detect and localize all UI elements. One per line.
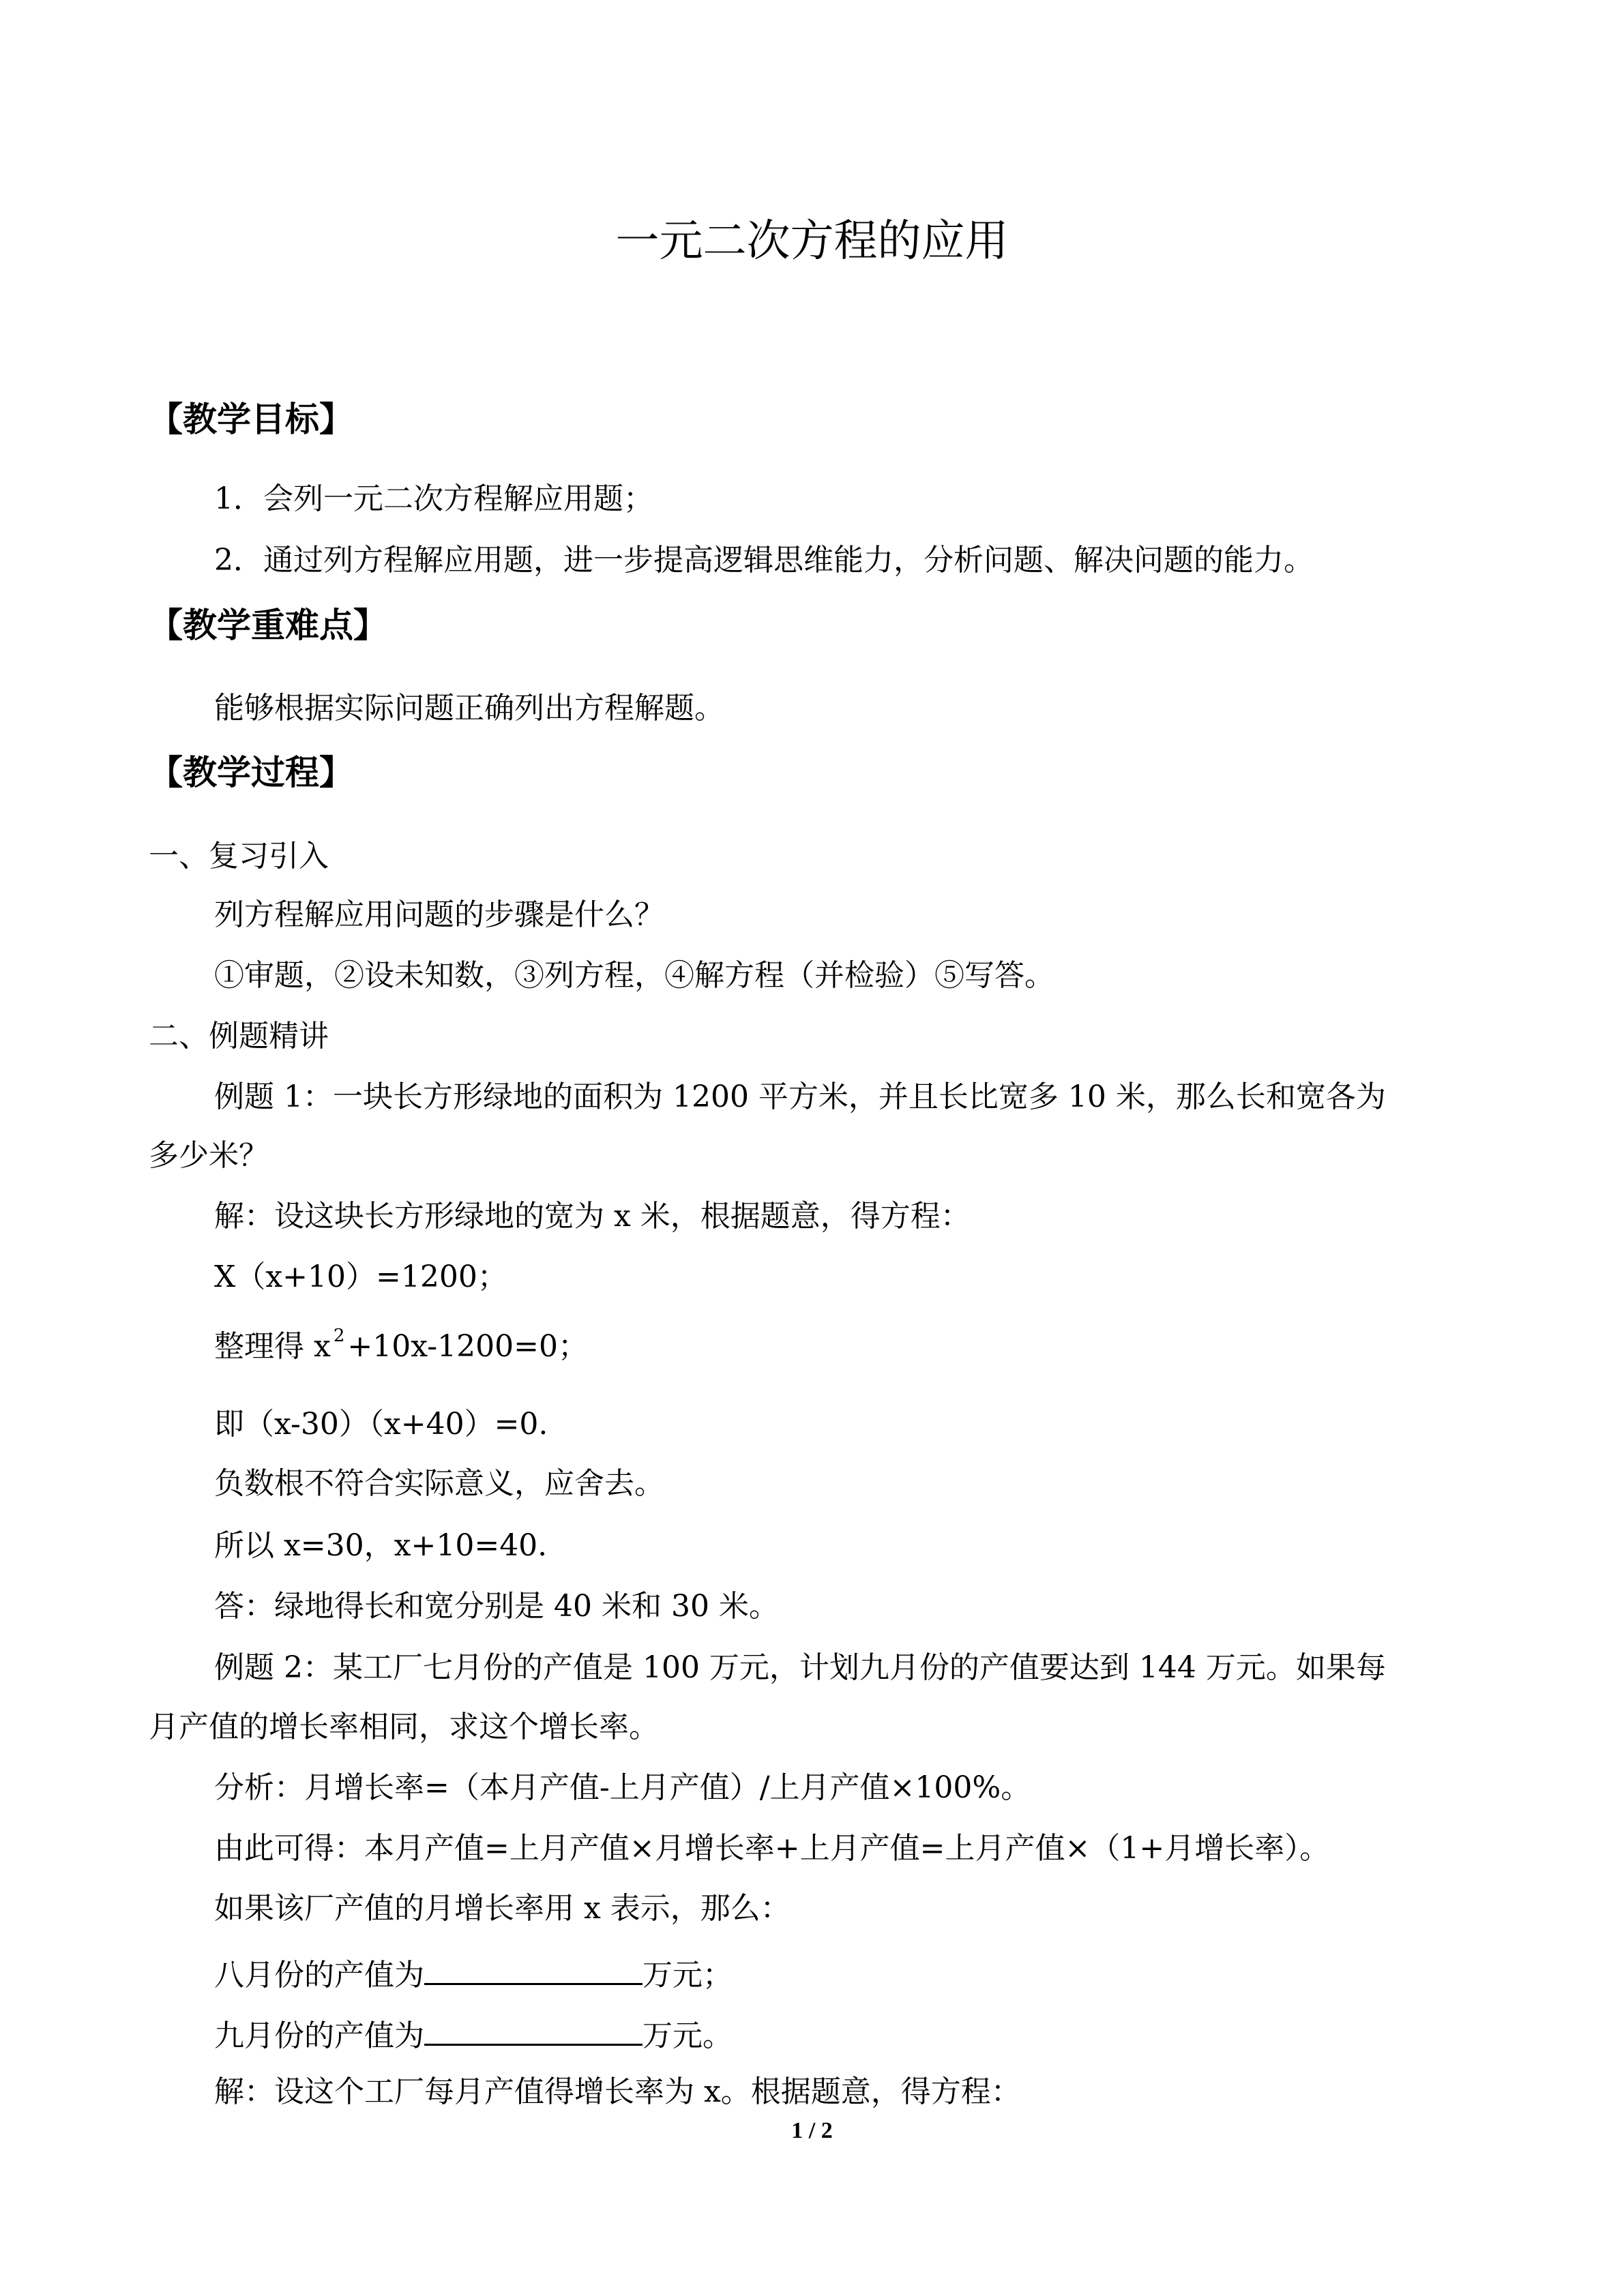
example1-answer: 答：绿地得长和宽分别是 40 米和 30 米。 xyxy=(214,1589,779,1624)
example2-assume: 如果该厂产值的月增长率用 x 表示，那么： xyxy=(214,1891,791,1926)
equation2-exponent: 2 xyxy=(333,1326,345,1346)
review-answer: ①审题，②设未知数，③列方程，④解方程（并检验）⑤写答。 xyxy=(214,958,1054,993)
document-title: 一元二次方程的应用 xyxy=(615,216,1009,267)
section-heading-process: 【教学过程】 xyxy=(149,753,353,792)
september-suffix: 万元。 xyxy=(643,2018,733,2053)
review-question: 列方程解应用问题的步骤是什么？ xyxy=(214,897,664,932)
subsection-title-examples: 二、例题精讲 xyxy=(149,1019,329,1054)
example1-solution-intro: 解：设这块长方形绿地的宽为 x 米，根据题意，得方程： xyxy=(214,1199,971,1234)
example1-equation-3: 即（x-30）（x+40）=0. xyxy=(214,1407,548,1442)
august-prefix: 八月份的产值为 xyxy=(214,1958,424,1993)
objective-item-2: 2．通过列方程解应用题，进一步提高逻辑思维能力，分析问题、解决问题的能力。 xyxy=(214,543,1314,578)
example2-solution-intro: 解：设这个工厂每月产值得增长率为 x。根据题意，得方程： xyxy=(214,2074,1021,2109)
section-heading-objectives: 【教学目标】 xyxy=(149,400,353,439)
equation2-prefix: 整理得 x xyxy=(214,1329,331,1364)
august-blank-field[interactable] xyxy=(424,1956,643,1985)
example2-analysis: 分析：月增长率=（本月产值-上月产值）/上月产值×100%。 xyxy=(214,1770,1031,1805)
example2-problem-line2: 月产值的增长率相同，求这个增长率。 xyxy=(149,1710,659,1744)
example1-problem-line1: 例题 1：一块长方形绿地的面积为 1200 平方米，并且长比宽多 10 米，那么长和宽各为 xyxy=(214,1079,1386,1114)
september-blank-field[interactable] xyxy=(424,2016,643,2046)
august-suffix: 万元； xyxy=(643,1958,733,1993)
section-heading-key-points: 【教学重难点】 xyxy=(149,606,387,645)
example2-august-line xyxy=(214,1956,733,1991)
example1-equation-1: X（x+10）=1200； xyxy=(214,1259,507,1294)
page-number: 1 / 2 xyxy=(791,2118,833,2143)
objective-item-1: 1．会列一元二次方程解应用题； xyxy=(214,481,653,516)
example2-september-line xyxy=(214,2016,733,2051)
example1-result: 所以 x=30，x+10=40. xyxy=(214,1528,548,1563)
september-prefix: 九月份的产值为 xyxy=(214,2018,424,2053)
example1-note: 负数根不符合实际意义，应舍去。 xyxy=(214,1466,664,1501)
example2-derivation: 由此可得：本月产值=上月产值×月增长率+上月产值=上月产值×（1+月增长率）。 xyxy=(214,1831,1330,1866)
subsection-title-review: 一、复习引入 xyxy=(149,839,329,874)
example1-problem-line2: 多少米？ xyxy=(149,1138,269,1173)
equation2-suffix: +10x-1200=0； xyxy=(347,1329,588,1364)
key-points-text: 能够根据实际问题正确列出方程解题。 xyxy=(214,691,724,726)
example2-problem-line1: 例题 2：某工厂七月份的产值是 100 万元，计划九月份的产值要达到 144 万元。如果每 xyxy=(214,1650,1386,1685)
example1-equation-2 xyxy=(214,1326,588,1364)
